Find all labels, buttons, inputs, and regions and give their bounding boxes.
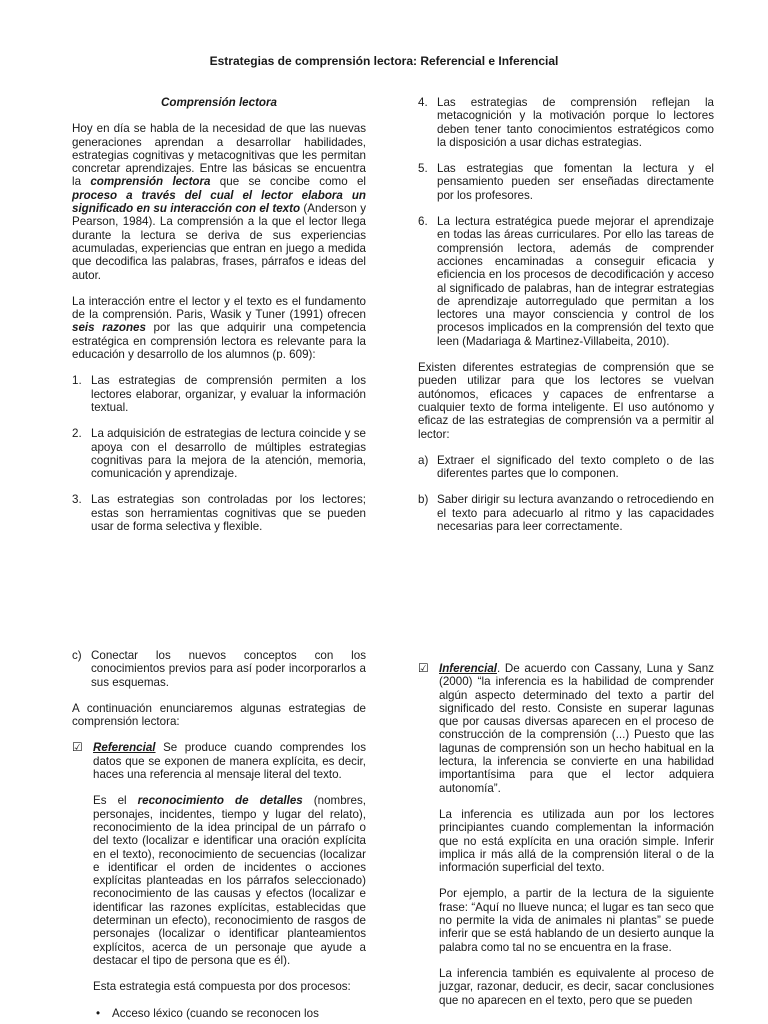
left-column-bottom: [72, 649, 366, 1020]
intro-paragraph: Hoy en día se habla de la necesidad de que las nuevas generaciones aprendan a desarrollar habilidades, estrategias cognitivas y metacognitivas que les permitan concretar aprendizajes. Entre las básicas se encuentra la comprensión lectora que se concibe como el proceso a través del cual el lector elabora un significado en su interacción con el texto (Anderson y Pearson, 1984). La comprensión a la que el lector llega durante la lectura se deriva de sus experiencias acumuladas, experiencias que entran en juego a medida que decodifica las palabras, frases, párrafos e ideas del autor.: [72, 122, 367, 282]
list-item: 1. Las estrategias de comprensión permiten a los lectores elaborar, organizar, y evaluar la información textual.: [72, 374, 366, 414]
checkbox-icon: ☑: [418, 661, 429, 675]
referencial-item: ☑ Referencial Se produce cuando comprendes los datos que se exponen de manera explícita, es decir, haces una referencia al mensaje literal del texto.: [72, 740, 366, 782]
judgement-paragraph: La inferencia también es equivalente al proceso de juzgar, razonar, deducir, es decir, sacar conclusiones que no aparecen en el texto, pero que se pueden: [439, 966, 714, 1007]
section-heading: Comprensión lectora: [161, 96, 277, 109]
strategies-paragraph: Existen diferentes estrategias de comprensión que se pueden utilizar para que los lectores se vuelvan autónomos, eficaces y capaces de enfrentarse a cualquier texto de forma inteligente. El uso autónomo y eficaz de las estrategias de comprensión va a permitir al lector:: [418, 361, 714, 441]
right-column-top: [418, 96, 714, 533]
left-column-top: [72, 96, 366, 533]
document-title: Estrategias de comprensión lectora: Referencial e Inferencial: [209, 54, 559, 68]
list-item: 2. La adquisición de estrategias de lectura coincide y se apoya con el desarrollo de múltiples estrategias cognitivas para la mejora de la atención, memoria, comunicación y aprendizaje.: [72, 427, 366, 481]
list-item: 6. La lectura estratégica puede mejorar el aprendizaje en todas las áreas curriculares. Por ello las tareas de comprensión lectora, además de comprender acciones encaminadas a conseguir eficacia y eficiencia en los procesos de decodificación y acceso al significado de palabras, han de integrar estrategias de aprendizaje autorregulado que permitan a los lectores una mayor consciencia y control de los procesos implicados en la comprensión del texto que leen (Madariaga & Martinez-Villabeita, 2010).: [418, 215, 714, 348]
inferencial-item: ☑ Inferencial. De acuerdo con Cassany, Luna y Sanz (2000) “la inferencia es la habilidad de comprender algún aspecto determinado del texto a partir del significado del resto. Consiste en superar lagunas que por causas diversas aparecen en el proceso de construcción de la comprensión (...) Puesto que las lagunas de comprensión son un hecho habitual en la lectura, la inferencia se convierte en una habilidad importantísima para que el lector adquiera autonomía”.: [418, 661, 714, 795]
list-item: 5. Las estrategias que fomentan la lectura y el pensamiento pueden ser enseñadas directamente por los profesores.: [418, 162, 714, 202]
right-column-bottom: [418, 662, 714, 1007]
bullet-item: • Acceso léxico (cuando se reconocen los: [96, 1006, 319, 1020]
processes-paragraph: Esta estrategia está compuesta por dos procesos:: [93, 980, 351, 994]
example-paragraph: Por ejemplo, a partir de la lectura de la siguiente frase: “Aquí no llueve nunca; el lugar es tan seco que no permite la vida de animales ni plantas” se puede inferir que se está hablando de un desierto aunque la palabra como tal no se encuentra en la frase.: [439, 887, 714, 954]
strategies-intro: A continuación enunciaremos algunas estrategias de comprensión lectora:: [72, 701, 366, 729]
list-item: 3. Las estrategias son controladas por los lectores; estas son herramientas cognitivas que se pueden usar de forma selectiva y flexible.: [72, 493, 366, 534]
checkbox-icon: ☑: [72, 740, 83, 755]
inference-paragraph: La inferencia es utilizada aun por los lectores principiantes cuando complementan la información que no está explícita en una oración simple. Inferir implica ir más allá de la comprensión literal o de la información superficial del texto.: [439, 807, 714, 875]
list-item: b) Saber dirigir su lectura avanzando o retrocediendo en el texto para adecuarlo al ritmo y las capacidades necesarias para leer correctamente.: [418, 493, 714, 534]
list-item: 4. Las estrategias de comprensión reflejan la metacognición y la motivación porque lo lectores deben tener tanto conocimientos estratégicos como la disposición a usar dichas estrategias.: [418, 96, 714, 149]
details-paragraph: Es el reconocimiento de detalles (nombres, personajes, incidentes, tiempo y lugar del relato), reconocimiento de la idea principal de un párrafo o del texto (localizar e identificar una oración explícita en el texto), reconocimiento de secuencias (localizar e identificar el orden de incidentes o acciones explícitas planteadas en los párrafos seleccionado) reconocimiento de las causas y efectos (localizar e identificar las razones explícitas, establecidas que determinan un efecto), reconocimiento de rasgos de personajes (localizar o identificar planteamientos explícitos, acerca de un personaje que ayude a destacar el tipo de persona que es él).: [93, 794, 366, 967]
list-item: c) Conectar los nuevos conceptos con los conocimientos previos para así poder incorporarlos a sus esquemas.: [72, 649, 366, 689]
interaction-paragraph: La interacción entre el lector y el texto es el fundamento de la comprensión. Paris, Wasik y Tuner (1991) ofrecen seis razones por las que adquirir una competencia estratégica en comprensión lectora es relevante para la educación y desarrollo de los alumnos (p. 609):: [72, 294, 366, 362]
list-item: a) Extraer el significado del texto completo o de las diferentes partes que lo componen.: [418, 453, 714, 481]
